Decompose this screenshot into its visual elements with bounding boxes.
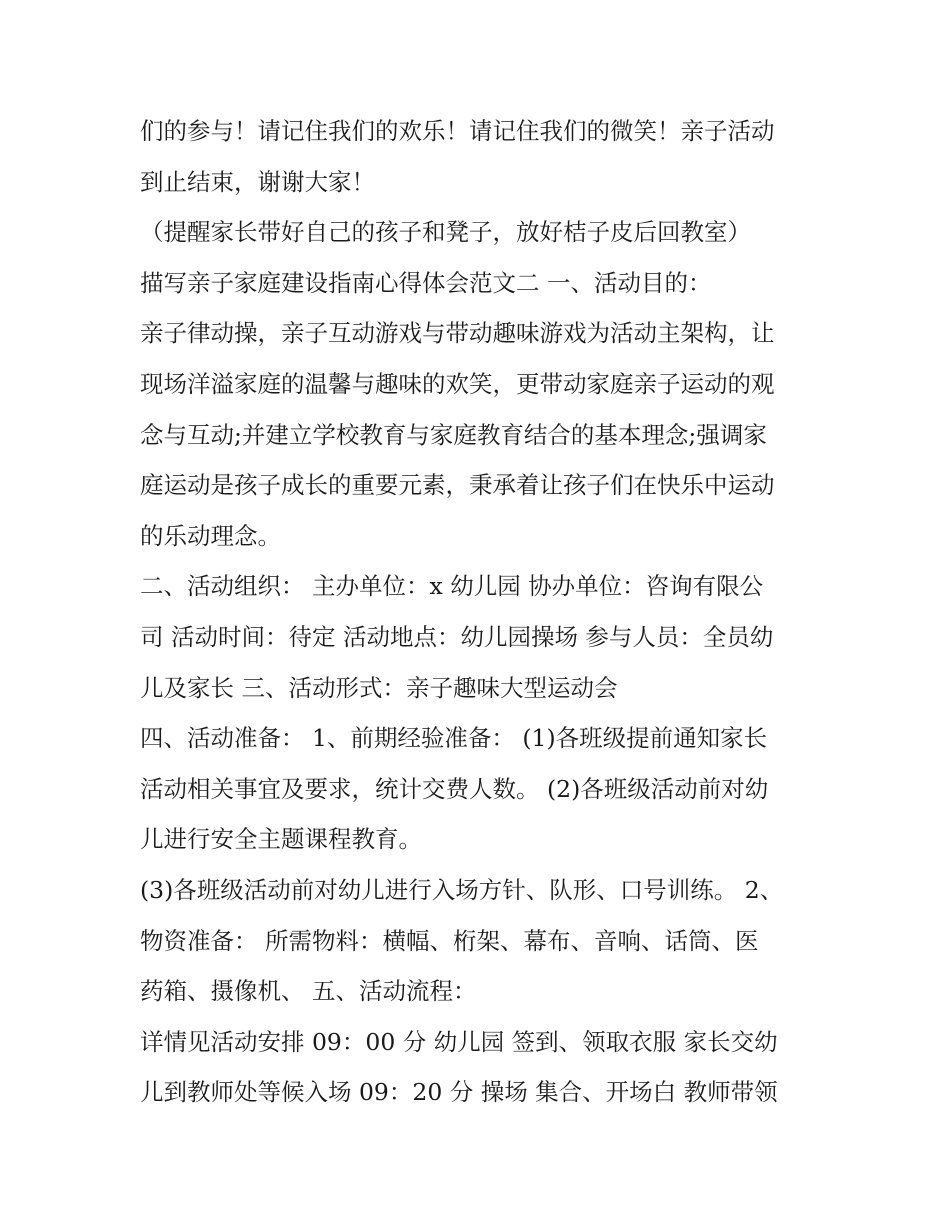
text-line: 庭运动是孩子成长的重要元素，秉承着让孩子们在快乐中运动 [140,471,775,500]
text-line: 活动相关事宜及要求，统计交费人数。 (2)各班级活动前对幼 [140,774,769,803]
document-body [140,106,820,1118]
text-line: 四、活动准备： 1、前期经验准备： (1)各班级提前通知家长 [140,724,768,753]
text-line: 到止结束，谢谢大家！ [140,167,375,196]
text-line: 二、活动组织： 主办单位：x 幼儿园 协办单位：咨询有限公 [140,572,764,601]
text-line: 物资准备： 所需物料：横幅、桁架、幕布、音响、话筒、医 [140,926,759,955]
text-line: 亲子律动操，亲子互动游戏与带动趣味游戏为活动主架构，让 [140,319,775,348]
text-line: (3)各班级活动前对幼儿进行入场方针、队形、口号训练。 2、 [140,875,784,904]
text-line: 们的参与！请记住我们的欢乐！请记住我们的微笑！亲子活动 [140,117,775,145]
text-line: 儿到教师处等候入场 09：20 分 操场 集合、开场白 教师带领 [140,1078,778,1107]
text-line: 现场洋溢家庭的温馨与趣味的欢笑，更带动家庭亲子运动的观 [140,369,775,398]
text-line: 儿进行安全主题课程教育。 [140,825,422,854]
text-line: （提醒家长带好自己的孩子和凳子，放好桔子皮后回教室） [140,218,751,247]
text-line: 司 活动时间：待定 活动地点：幼儿园操场 参与人员：全员幼 [140,622,774,651]
text-line: 儿及家长 三、活动形式：亲子趣味大型运动会 [140,673,618,702]
text-line: 药箱、摄像机、 五、活动流程： [140,977,477,1006]
text-line: 的乐动理念。 [140,521,281,550]
text-line: 描写亲子家庭建设指南心得体会范文二 一、活动目的： [140,268,712,297]
text-line: 详情见活动安排 09：00 分 幼儿园 签到、领取衣服 家长交幼 [140,1027,778,1056]
text-line: 念与互动;并建立学校教育与家庭教育结合的基本理念;强调家 [140,420,767,449]
